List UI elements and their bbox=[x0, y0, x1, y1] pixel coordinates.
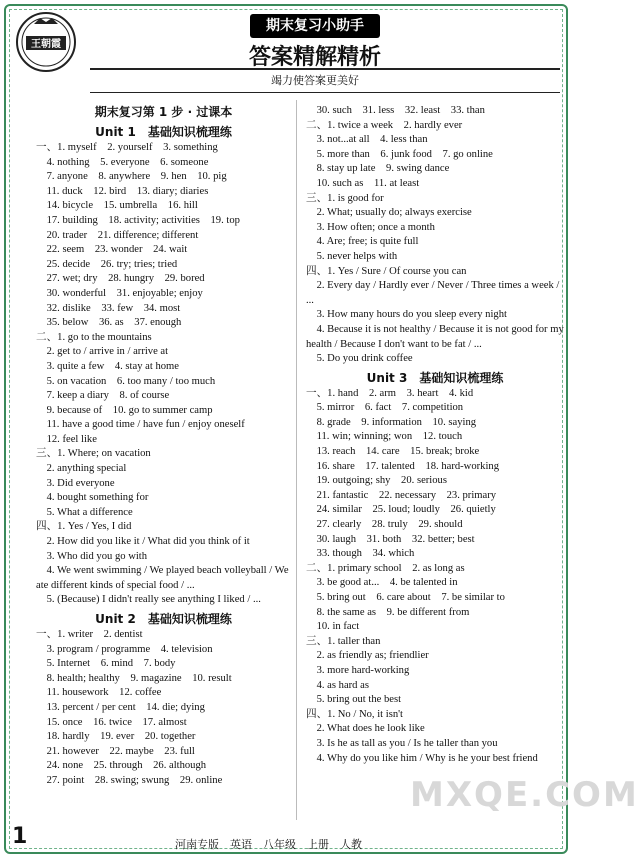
answer-row: 三、1. is good for bbox=[306, 192, 384, 204]
answer-row: 8. health; healthy 9. magazine 10. result bbox=[36, 672, 232, 684]
answer-row: 27. clearly 28. truly 29. should bbox=[306, 519, 463, 531]
watermark: MXQE.COM bbox=[410, 775, 639, 815]
answer-row: 四、1. Yes / Yes, I did bbox=[36, 521, 132, 533]
answer-row: 5. (Because) I didn't really see anything I liked / ... bbox=[36, 594, 261, 606]
answer-row: 3. How many hours do you sleep every night bbox=[306, 309, 507, 321]
answer-row: 5. Do you drink coffee bbox=[306, 353, 413, 365]
answer-row: 一、1. writer 2. dentist bbox=[36, 629, 143, 640]
unit-heading: Unit 3 基础知识梳理练 bbox=[366, 370, 504, 385]
answer-row: 2. as friendly as; friendlier bbox=[306, 650, 429, 662]
answer-row: 4. Why do you like him / Why is he your best friend bbox=[306, 752, 538, 764]
page-number: 1 bbox=[12, 824, 28, 849]
answer-row: 30. laugh 31. both 32. better; best bbox=[306, 533, 475, 545]
footer-text: 河南专版 英语 八年级 上册 人教 bbox=[175, 839, 362, 851]
answer-row: 12. feel like bbox=[36, 433, 97, 445]
answer-row: 二、1. primary school 2. as long as bbox=[306, 562, 465, 574]
answer-row: 15. once 16. twice 17. almost bbox=[36, 716, 187, 728]
answer-row: 5. on vacation 6. too many / too much bbox=[36, 375, 216, 387]
answer-row: 22. seem 23. wonder 24. wait bbox=[36, 244, 188, 256]
answer-row: 2. How did you like it / What did you think of it bbox=[36, 536, 250, 548]
logo-icon bbox=[14, 10, 78, 74]
answer-row: 8. grade 9. information 10. saying bbox=[306, 416, 477, 428]
answer-row: 4. Are; free; is quite full bbox=[306, 236, 419, 248]
answer-row: 21. however 22. maybe 23. full bbox=[36, 745, 195, 757]
answer-row: 2. Every day / Hardly ever / Never / Three times a week / ... bbox=[306, 280, 560, 306]
page-title: 答案精解精析 bbox=[248, 45, 381, 70]
answer-row: 14. bicycle 15. umbrella 16. hill bbox=[36, 200, 198, 212]
answer-row: 13. percent / per cent 14. die; dying bbox=[36, 701, 205, 713]
answer-row: 9. because of 10. go to summer camp bbox=[36, 404, 213, 416]
answer-row: 5. What a difference bbox=[36, 506, 133, 518]
header-rule-bottom bbox=[90, 92, 560, 93]
answer-row: 3. quite a few 4. stay at home bbox=[36, 360, 179, 372]
answer-row: 8. the same as 9. be different from bbox=[306, 606, 470, 618]
answer-row: 11. have a good time / have fun / enjoy oneself bbox=[36, 419, 245, 431]
answer-row: 4. Because it is not healthy / Because it is not good for my health / Because I don't want to be fat / ... bbox=[306, 323, 564, 350]
right-column bbox=[306, 104, 564, 766]
answer-row: 25. decide 26. try; tries; tried bbox=[36, 258, 178, 270]
answer-row: 5. bring out the best bbox=[306, 694, 402, 706]
answer-row: 3. more hard-working bbox=[306, 664, 410, 676]
answer-row: 17. building 18. activity; activities 19. top bbox=[36, 214, 240, 226]
answer-row: 11. duck 12. bird 13. diary; diaries bbox=[36, 185, 209, 197]
answer-row: 7. anyone 8. anywhere 9. hen 10. pig bbox=[36, 171, 227, 183]
answer-row: 27. wet; dry 28. hungry 29. bored bbox=[36, 273, 205, 285]
answer-row: 11. win; winning; won 12. touch bbox=[306, 431, 463, 443]
answer-row: 2. What does he look like bbox=[306, 723, 425, 735]
svg-text:王朝霞: 王朝霞 bbox=[31, 39, 61, 50]
answer-row: 13. reach 14. care 15. break; broke bbox=[306, 446, 480, 458]
answer-row: 24. none 25. through 26. although bbox=[36, 760, 207, 772]
answer-row: 7. keep a diary 8. of course bbox=[36, 390, 170, 402]
answer-row: 5. mirror 6. fact 7. competition bbox=[306, 402, 464, 414]
answer-row: 2. What; usually do; always exercise bbox=[306, 207, 472, 219]
answer-row: 3. How often; once a month bbox=[306, 221, 435, 233]
header-badge: 期末复习小助手 bbox=[250, 14, 380, 38]
answer-row: 10. in fact bbox=[306, 621, 360, 633]
answer-row: 27. point 28. swing; swung 29. online bbox=[36, 774, 223, 786]
answer-row: 33. though 34. which bbox=[306, 548, 415, 560]
answer-row: 2. anything special bbox=[36, 463, 127, 475]
answer-row: 4. We went swimming / We played beach volleyball / We ate different kinds of special food / ... bbox=[36, 565, 289, 591]
left-column bbox=[36, 104, 291, 789]
answer-row: 3. Who did you go with bbox=[36, 550, 148, 562]
answer-row: 3. Did everyone bbox=[36, 477, 115, 489]
answer-row: 二、1. go to the mountains bbox=[36, 331, 152, 343]
answer-row: 35. below 36. as 37. enough bbox=[36, 317, 182, 329]
answer-row: 3. Is he as tall as you / Is he taller than you bbox=[306, 737, 498, 749]
answer-row: 4. bought something for bbox=[36, 492, 149, 504]
column-divider bbox=[296, 100, 297, 820]
answer-row: 一、1. myself 2. yourself 3. something bbox=[36, 142, 218, 153]
answer-row: 3. program / programme 4. television bbox=[36, 643, 213, 655]
answer-row: 3. not...at all 4. less than bbox=[306, 134, 428, 146]
answer-row: 24. similar 25. loud; loudly 26. quietly bbox=[306, 504, 496, 516]
answer-row: 18. hardly 19. ever 20. together bbox=[36, 731, 196, 743]
answer-row: 21. fantastic 22. necessary 23. primary bbox=[306, 489, 497, 501]
answer-row: 一、1. hand 2. arm 3. heart 4. kid bbox=[306, 387, 474, 399]
answer-row: 5. never helps with bbox=[306, 250, 398, 262]
answer-row: 16. share 17. talented 18. hard-working bbox=[306, 460, 499, 472]
unit-heading: Unit 1 基础知识梳理练 bbox=[95, 125, 232, 139]
answer-row: 3. be good at... 4. be talented in bbox=[306, 577, 458, 589]
answer-row: 30. wonderful 31. enjoyable; enjoy bbox=[36, 287, 203, 299]
answer-row: 5. bring out 6. care about 7. be similar to bbox=[306, 592, 505, 603]
section-heading: 期末复习第 1 步 · 过课本 bbox=[94, 105, 233, 119]
answer-row: 10. such as 11. at least bbox=[306, 177, 420, 189]
tagline: 竭力使答案更美好 bbox=[271, 75, 359, 87]
answer-row: 5. more than 6. junk food 7. go online bbox=[306, 148, 493, 160]
answer-row: 4. as hard as bbox=[306, 679, 369, 691]
answer-row: 三、1. taller than bbox=[306, 635, 381, 647]
answer-row: 三、1. Where; on vacation bbox=[36, 448, 151, 460]
answer-row: 4. nothing 5. everyone 6. someone bbox=[36, 156, 209, 168]
unit-heading: Unit 2 基础知识梳理练 bbox=[95, 612, 232, 626]
answer-row: 20. trader 21. difference; different bbox=[36, 229, 199, 241]
answer-row: 19. outgoing; shy 20. serious bbox=[306, 475, 447, 487]
answer-row: 11. housework 12. coffee bbox=[36, 687, 162, 699]
answer-row: 5. Internet 6. mind 7. body bbox=[36, 658, 176, 670]
answer-row: 32. dislike 33. few 34. most bbox=[36, 302, 181, 314]
answer-row: 8. stay up late 9. swing dance bbox=[306, 163, 450, 175]
answer-row: 四、1. No / No, it isn't bbox=[306, 708, 403, 720]
answer-row: 30. such 31. less 32. least 33. than bbox=[306, 105, 485, 116]
answer-row: 二、1. twice a week 2. hardly ever bbox=[306, 119, 463, 131]
answer-row: 2. get to / arrive in / arrive at bbox=[36, 346, 169, 358]
answer-row: 四、1. Yes / Sure / Of course you can bbox=[306, 265, 467, 277]
